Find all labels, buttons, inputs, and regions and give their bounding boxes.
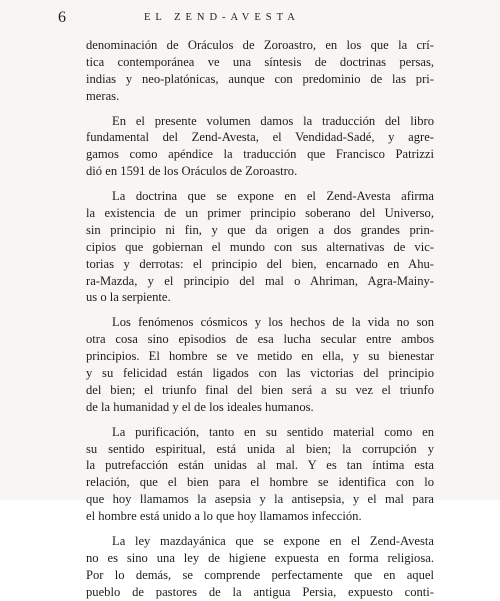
paragraph-2-line-2: fundamental del Zend-Avesta, el Vendidad-Sadé, y agre- [86, 130, 434, 145]
paragraph-1 [86, 37, 434, 105]
paragraph-5-line-1: La purificación, tanto en su sentido material como en [112, 424, 434, 439]
paragraph-3-line-2: la existencia de un primer principio soberano del Universo, [86, 206, 434, 221]
body-text [86, 37, 434, 601]
paragraph-4-line-4: y su felicidad están ligados con las victorias del principio [86, 366, 434, 381]
paragraph-5-line-4: relación, que el bien para el hombre se identifica con lo [86, 475, 434, 490]
paragraph-4-line-2: otra cosa sino episodios de esa lucha secular entre ambos [86, 332, 434, 347]
paragraph-2-line-1: En el presente volumen damos la traducción del libro [112, 113, 434, 128]
paragraph-3-line-6: ra-Mazda, y el principio del mal o Ahriman, Agra-Mainy- [86, 273, 434, 288]
paragraph-5 [86, 424, 434, 525]
page-header [58, 9, 440, 29]
paragraph-3-line-7: us o la serpiente. [86, 290, 171, 305]
paragraph-6-line-1: La ley mazdayánica que se expone en el Zend-Avesta [112, 534, 434, 549]
paragraph-6-line-2: no es sino una ley de higiene expuesta en forma religiosa. [86, 550, 434, 565]
paragraph-5-line-2: su sentido espiritual, está unida al bien; la corrupción y [86, 441, 434, 456]
paragraph-3-line-1: La doctrina que se expone en el Zend-Avesta afirma [112, 189, 434, 204]
paragraph-1-line-4: meras. [86, 88, 120, 103]
running-head: EL ZEND-AVESTA [144, 12, 300, 23]
paragraph-2 [86, 113, 434, 181]
paragraph-1-line-1: denominación de Oráculos de Zoroastro, en los que la crí- [86, 38, 434, 52]
paragraph-3-line-4: cipios que gobiernan el mundo con sus alternativas de vic- [86, 239, 434, 254]
paragraph-3 [86, 188, 434, 306]
paragraph-4 [86, 314, 434, 415]
paragraph-5-line-6: el hombre está unido a lo que hoy llamamos infección. [86, 509, 362, 524]
paragraph-5-line-3: la putrefacción están unidas al mal. Y es tan íntima esta [86, 458, 434, 473]
paragraph-5-line-5: que hoy llamamos la asepsia y la antisepsia, y el mal para [86, 492, 434, 507]
paragraph-2-line-3: gamos como apéndice la traducción que Francisco Patrizzi [86, 147, 434, 162]
page-number: 6 [58, 9, 66, 26]
paragraph-2-line-4: dió en 1591 de los Oráculos de Zoroastro. [86, 164, 298, 179]
paragraph-3-line-5: torias y derrotas: el principio del bien, encarnado en Ahu- [86, 256, 434, 271]
paragraph-1-line-2: tica contemporánea ve una síntesis de doctrinas persas, [86, 54, 434, 69]
paragraph-4-line-5: del bien; el triunfo final del bien será a su vez el triunfo [86, 382, 434, 397]
paragraph-3-line-3: sin principio ni fin, y que da origen a dos grandes prin- [86, 222, 434, 237]
paragraph-6-line-3: Por lo demás, se comprende perfectamente que en aquel [86, 567, 434, 582]
paragraph-4-line-6: de la humanidad y el de los ideales humanos. [86, 399, 314, 414]
paragraph-6-line-4: pueblo de pastores de la antigua Persia, expuesto conti- [86, 584, 434, 599]
paragraph-1-line-3: indias y neo-platónicas, aunque con predominio de las pri- [86, 71, 434, 86]
paragraph-6 [86, 533, 434, 601]
paragraph-4-line-3: principios. El hombre se ve metido en ella, y su bienestar [86, 349, 434, 364]
paragraph-4-line-1: Los fenómenos cósmicos y los hechos de la vida no son [112, 315, 434, 330]
